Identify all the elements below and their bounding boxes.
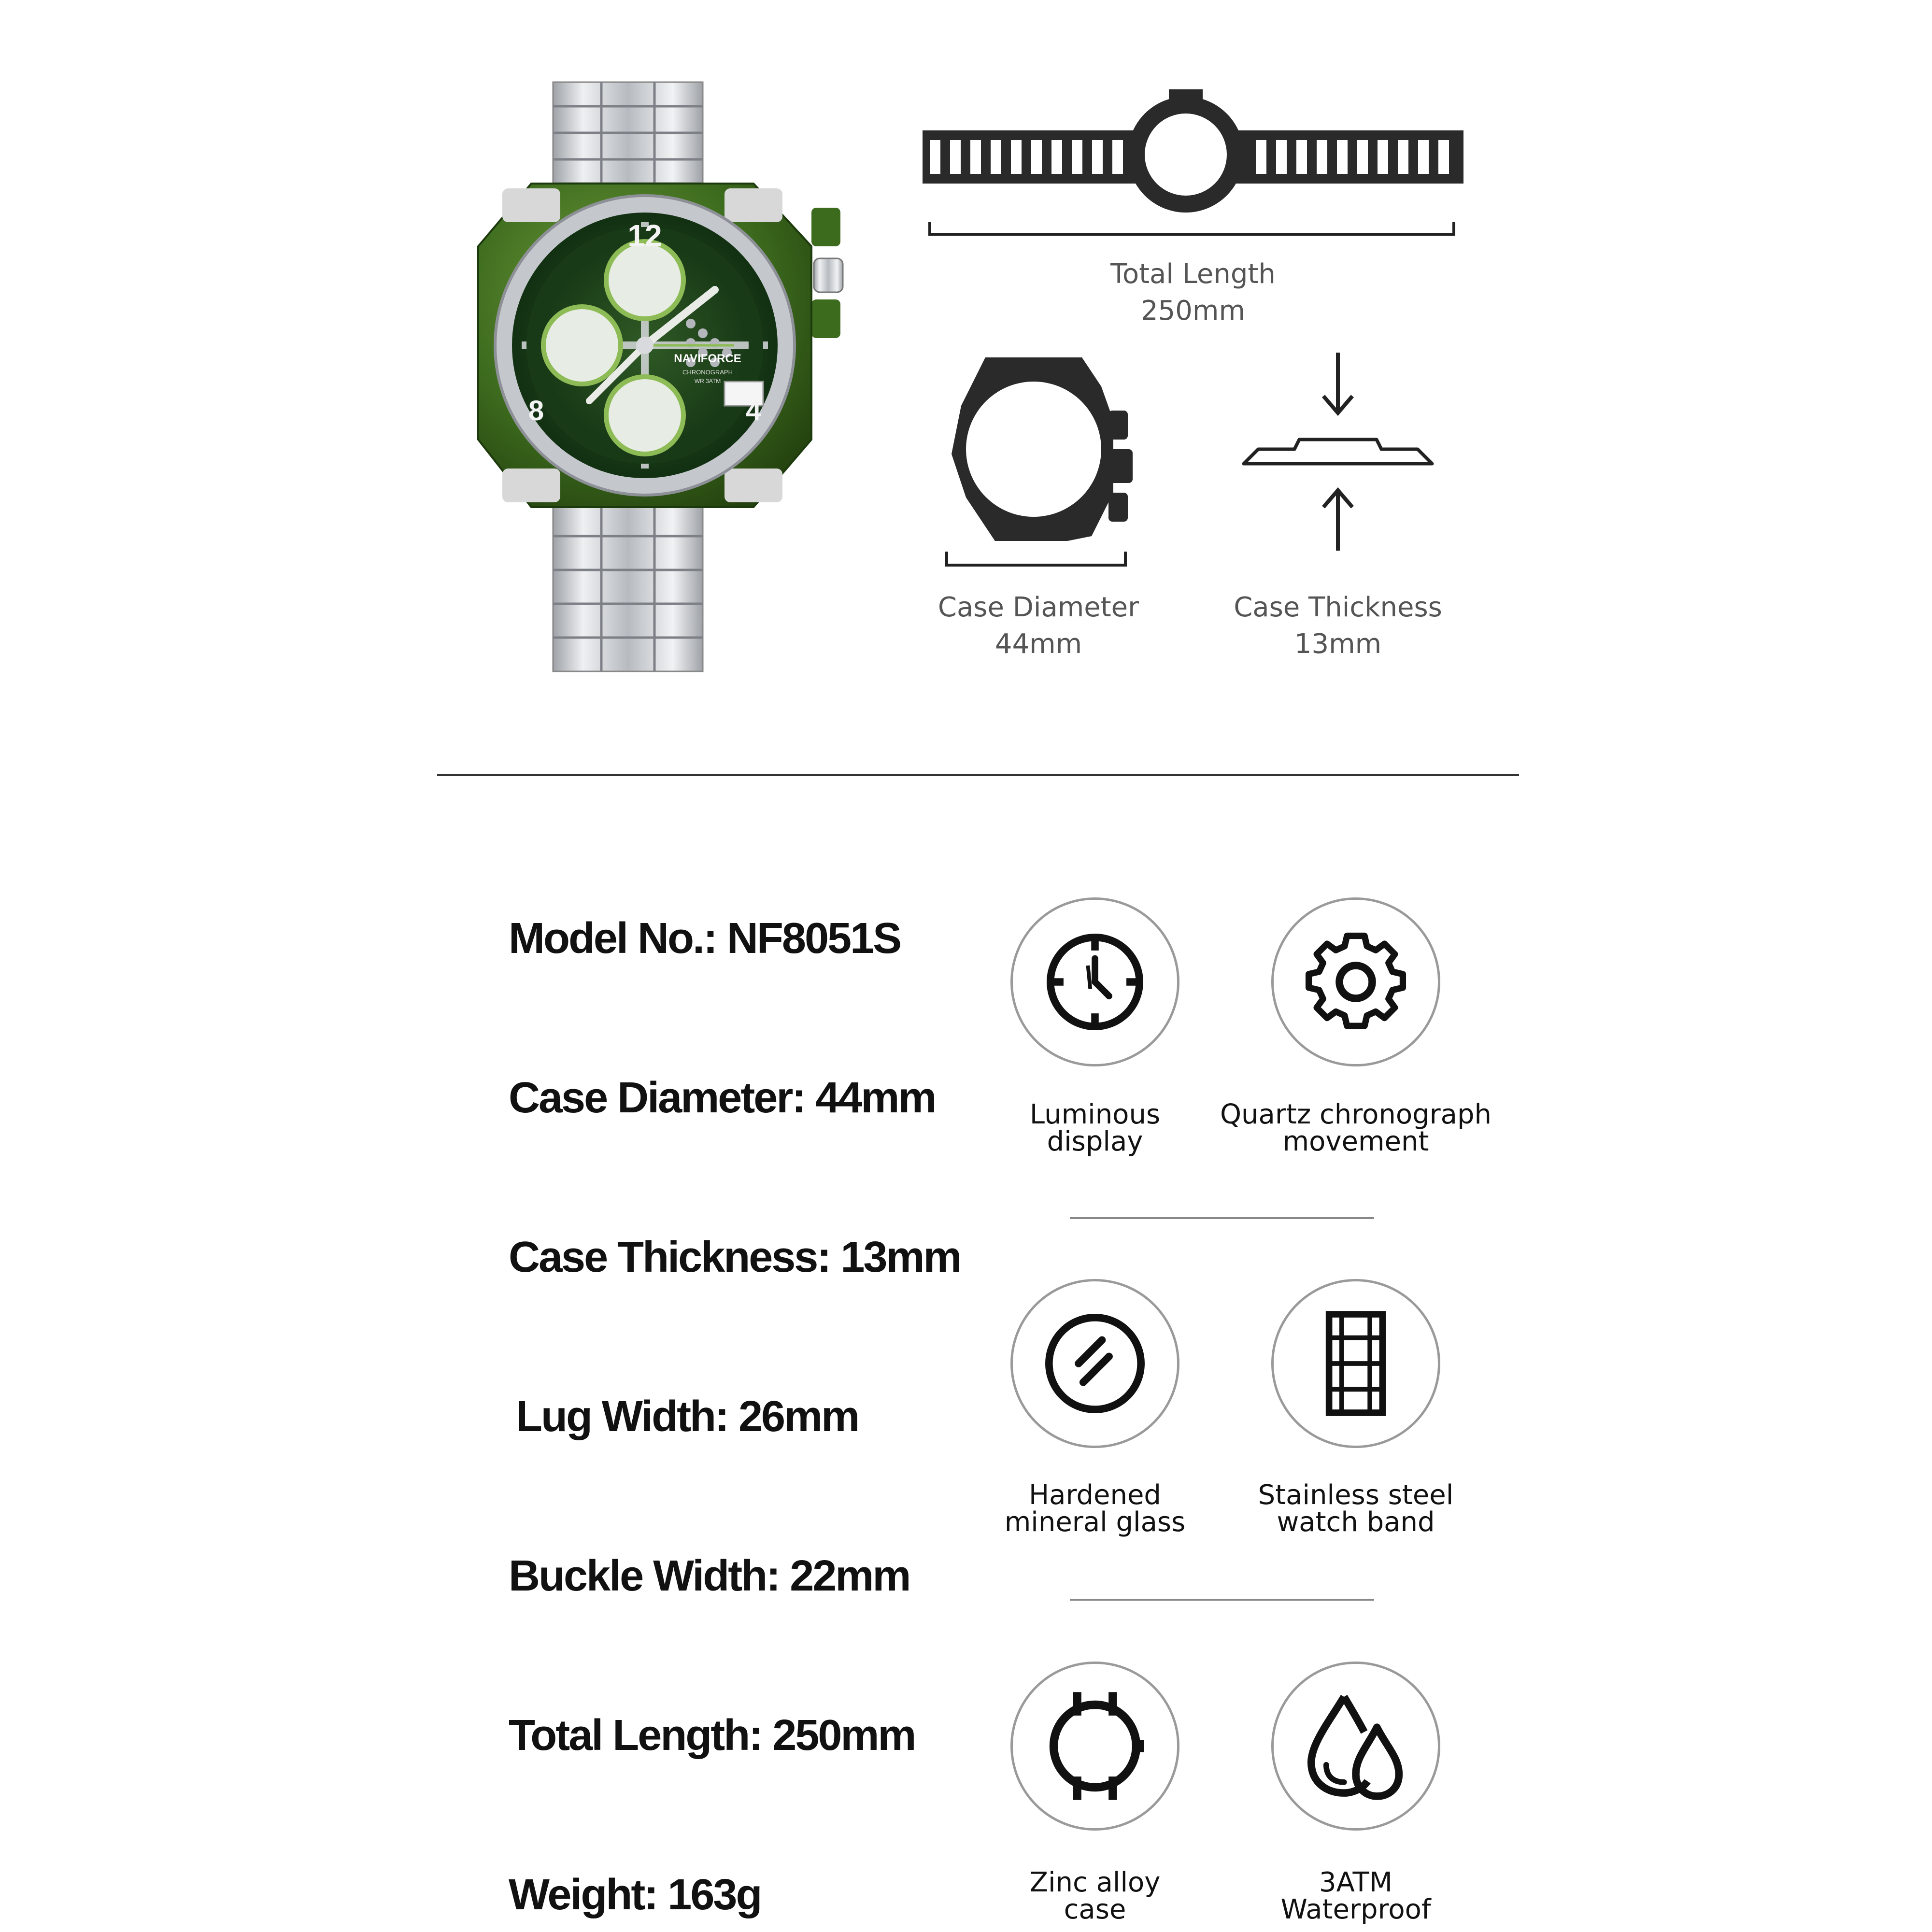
- feature-luminous-line2: display: [1047, 1126, 1143, 1157]
- case-diameter-value: 44mm: [994, 628, 1082, 660]
- feature-divider-1: [1070, 1217, 1374, 1219]
- strap-link: [991, 140, 1001, 174]
- strap-link: [1276, 140, 1287, 174]
- strap-link: [1011, 140, 1022, 174]
- feature-water-line1: 3ATM: [1319, 1867, 1393, 1898]
- feature-quartz-circle: [1271, 897, 1440, 1066]
- strap-link: [1296, 140, 1307, 174]
- feature-band-line1: Stainless steel: [1258, 1479, 1454, 1511]
- strap-link: [1256, 140, 1266, 174]
- watch-band-icon: [1274, 1281, 1438, 1446]
- feature-band-line2: watch band: [1277, 1506, 1435, 1538]
- feature-quartz-label: [1201, 1101, 1510, 1155]
- case-diameter-label: [894, 589, 1183, 663]
- total-length-diagram: [908, 82, 1468, 246]
- numeral-8: 8: [528, 395, 544, 426]
- spec-lug-width: Lug Width: 26mm: [516, 1392, 859, 1441]
- case-thickness-value: 13mm: [1294, 628, 1382, 660]
- feature-quartz-line2: movement: [1282, 1126, 1429, 1157]
- strap-link: [1378, 140, 1388, 174]
- strap-link: [1051, 140, 1062, 174]
- feature-case-line2: case: [1064, 1894, 1126, 1925]
- spec-model-number: Model No.: NF8051S: [509, 914, 901, 963]
- strap-link: [930, 140, 940, 174]
- strap-link: [1031, 140, 1042, 174]
- numeral-12: 12: [627, 218, 662, 253]
- feature-glass-line1: Hardened: [1029, 1479, 1161, 1511]
- strap-link: [1092, 140, 1103, 174]
- case-thickness-label: [1193, 589, 1483, 663]
- strap-link: [1317, 140, 1327, 174]
- feature-band-label: [1201, 1479, 1510, 1538]
- brand-logo-text: NAVIFORCE: [674, 352, 741, 365]
- strap-link: [1357, 140, 1368, 174]
- bracelet-bottom: [553, 507, 703, 671]
- numeral-4: 4: [745, 395, 762, 426]
- feature-glass-circle: [1010, 1279, 1179, 1448]
- feature-water-circle: [1271, 1662, 1440, 1831]
- case-thickness-diagram: [1236, 348, 1439, 560]
- case-diameter-diagram: [937, 353, 1150, 570]
- case-thickness-title: Case Thickness: [1234, 592, 1442, 623]
- feature-luminous-circle: [1010, 897, 1179, 1066]
- feature-case-line1: Zinc alloy: [1029, 1867, 1161, 1898]
- spec-case-thickness: Case Thickness: 13mm: [509, 1233, 961, 1281]
- strap-link: [1337, 140, 1348, 174]
- gear-icon: [1274, 900, 1438, 1064]
- strap-link: [1418, 140, 1429, 174]
- dial-subtext: CHRONOGRAPH: [682, 369, 733, 376]
- feature-quartz-line1: Quartz chronograph: [1220, 1099, 1492, 1130]
- spec-weight: Weight: 163g: [509, 1871, 761, 1919]
- total-length-title: Total Length: [1110, 258, 1276, 290]
- feature-water-label: [1201, 1869, 1510, 1923]
- spec-total-length: Total Length: 250mm: [509, 1711, 915, 1760]
- feature-band-circle: [1271, 1279, 1440, 1448]
- strap-link: [1112, 140, 1123, 174]
- feature-water-line2: Waterproof: [1280, 1894, 1431, 1925]
- strap-link: [950, 140, 961, 174]
- spec-buckle-width: Buckle Width: 22mm: [509, 1552, 910, 1600]
- strap-link: [1398, 140, 1408, 174]
- spec-case-diameter: Case Diameter: 44mm: [509, 1074, 936, 1122]
- water-drop-icon: [1274, 1664, 1438, 1828]
- feature-case-circle: [1010, 1662, 1179, 1831]
- strap-link: [970, 140, 981, 174]
- dial-wr-text: WR 3ATM: [694, 378, 721, 384]
- total-length-value: 250mm: [1141, 295, 1245, 327]
- clock-icon: [1013, 900, 1177, 1064]
- strap-link: [1072, 140, 1082, 174]
- feature-divider-2: [1070, 1599, 1374, 1601]
- watch-product-image: [464, 72, 860, 676]
- section-divider: [437, 774, 1519, 776]
- glass-icon: [1013, 1281, 1177, 1446]
- total-length-label: [1048, 256, 1338, 329]
- watch-case-icon: [1013, 1664, 1177, 1828]
- feature-glass-line2: mineral glass: [1004, 1506, 1186, 1538]
- case-diameter-title: Case Diameter: [938, 592, 1139, 623]
- strap-link: [1438, 140, 1449, 174]
- feature-luminous-line1: Luminous: [1029, 1099, 1161, 1130]
